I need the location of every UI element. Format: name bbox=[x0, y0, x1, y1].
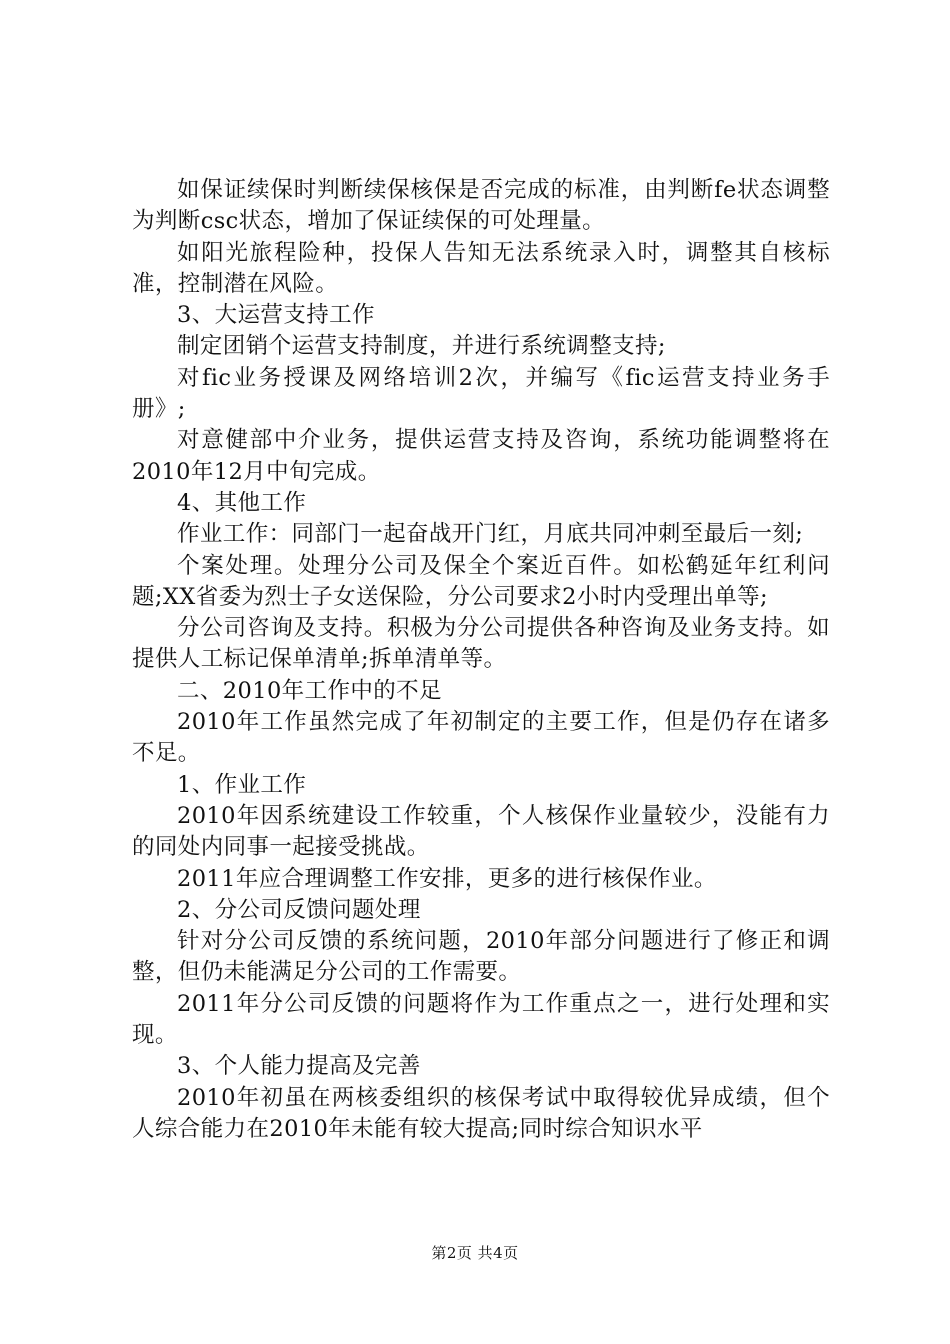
page-number-label: 第2页 共4页 bbox=[431, 1244, 519, 1262]
section-heading: 2、分公司反馈问题处理 bbox=[177, 896, 421, 923]
paragraph: 对意健部中介业务，提供运营支持及咨询，系统功能调整将在2010年12月中旬完成。 bbox=[132, 427, 830, 485]
section-heading: 二、2010年工作中的不足 bbox=[177, 677, 442, 704]
paragraph: 对fic业务授课及网络培训2次，并编写《fic运营支持业务手册》; bbox=[132, 364, 830, 423]
paragraph: 制定团销个运营支持制度，并进行系统调整支持; bbox=[177, 333, 666, 360]
paragraph: 2010年因系统建设工作较重，个人核保作业量较少，没能有力的同处内同事一起接受挑战。 bbox=[132, 802, 830, 861]
document-body bbox=[132, 175, 830, 1145]
page-footer bbox=[0, 1243, 950, 1263]
paragraph: 个案处理。处理分公司及保全个案近百件。如松鹤延年红利问题;XX省委为烈士子女送保险，分公司要求2小时内受理出单等; bbox=[132, 552, 830, 610]
section-heading: 3、大运营支持工作 bbox=[177, 302, 375, 329]
paragraph: 针对分公司反馈的系统问题，2010年部分问题进行了修正和调整，但仍未能满足分公司的工作需要。 bbox=[132, 928, 830, 986]
paragraph: 2010年初虽在两核委组织的核保考试中取得较优异成绩，但个人综合能力在2010年未能有较大提高;同时综合知识水平 bbox=[132, 1084, 830, 1142]
paragraph: 如保证续保时判断续保核保是否完成的标准，由判断fe状态调整为判断csc状态，增加了保证续保的可处理量。 bbox=[132, 177, 830, 235]
paragraph: 分公司咨询及支持。积极为分公司提供各种咨询及业务支持。如提供人工标记保单清单;拆单清单等。 bbox=[132, 615, 830, 673]
section-heading: 3、个人能力提高及完善 bbox=[177, 1053, 421, 1080]
section-heading: 1、作业工作 bbox=[177, 771, 307, 798]
section-heading: 4、其他工作 bbox=[177, 489, 307, 516]
paragraph: 作业工作：同部门一起奋战开门红，月底共同冲刺至最后一刻; bbox=[177, 521, 804, 548]
paragraph: 2010年工作虽然完成了年初制定的主要工作，但是仍存在诸多不足。 bbox=[132, 709, 830, 767]
paragraph: 2011年分公司反馈的问题将作为工作重点之一，进行处理和实现。 bbox=[132, 990, 830, 1049]
paragraph: 如阳光旅程险种，投保人告知无法系统录入时，调整其自核标准，控制潜在风险。 bbox=[132, 239, 830, 297]
paragraph: 2011年应合理调整工作安排，更多的进行核保作业。 bbox=[177, 865, 717, 892]
